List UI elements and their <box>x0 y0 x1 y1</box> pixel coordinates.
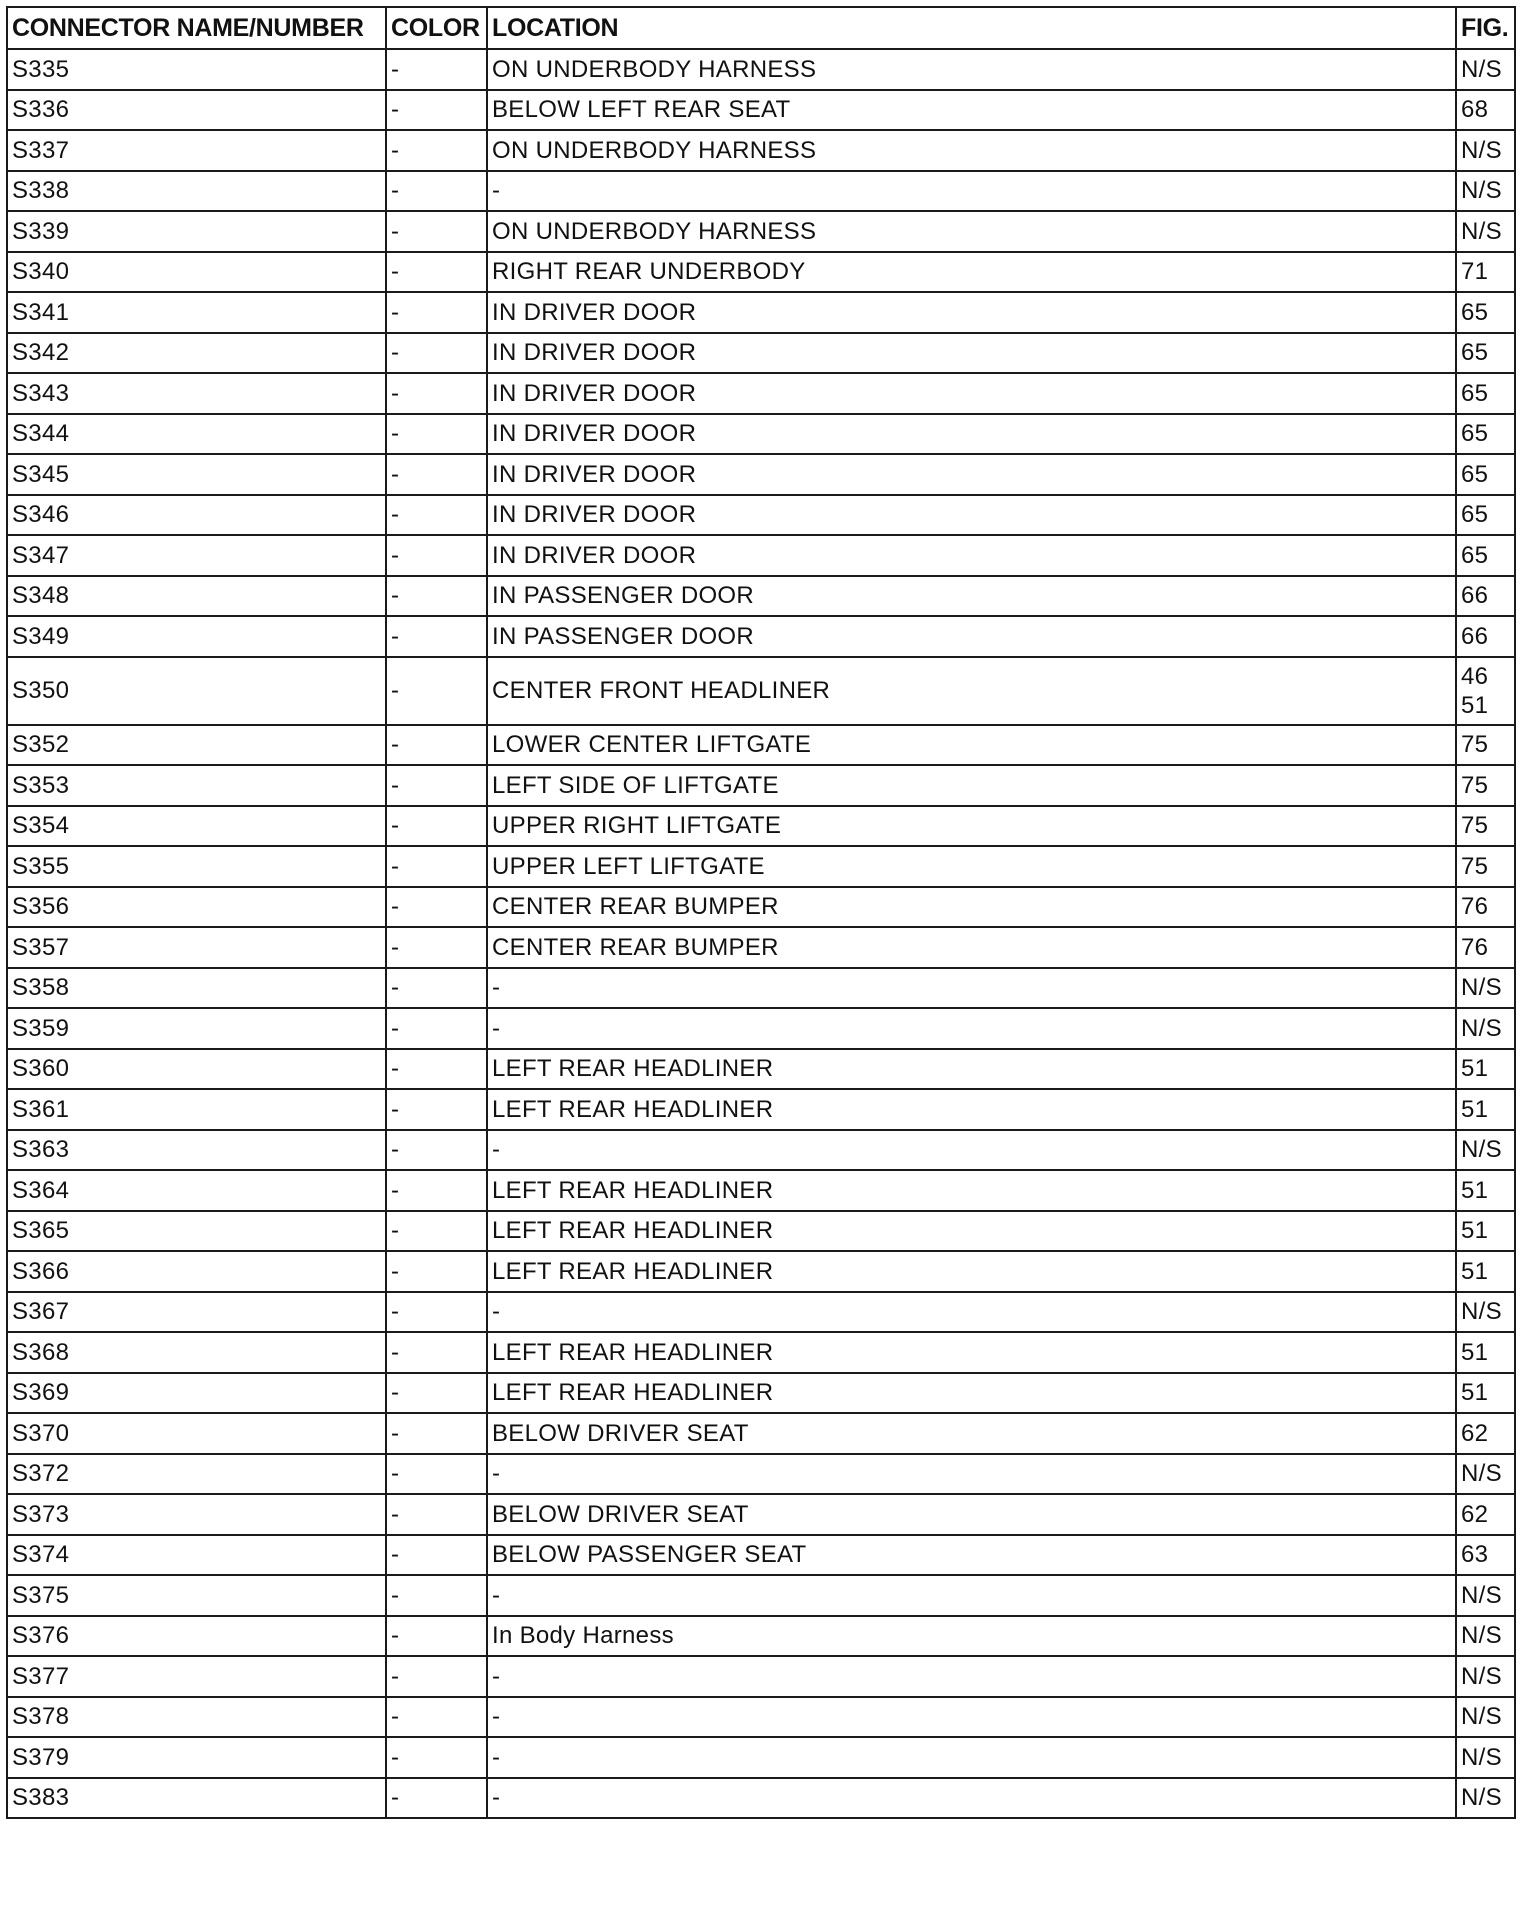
fig-cell: 76 <box>1456 887 1515 928</box>
fig-cell: N/S <box>1456 1778 1515 1819</box>
table-row <box>7 1008 1515 1049</box>
table-row <box>7 1413 1515 1454</box>
fig-cell: 75 <box>1456 765 1515 806</box>
fig-cell: 66 <box>1456 616 1515 657</box>
connector-cell: S336 <box>7 90 386 131</box>
color-cell: - <box>386 1008 487 1049</box>
color-cell: - <box>386 171 487 212</box>
location-cell: LEFT REAR HEADLINER <box>487 1211 1456 1252</box>
table-row <box>7 968 1515 1009</box>
table-row <box>7 1656 1515 1697</box>
color-cell: - <box>386 49 487 90</box>
fig-cell: 51 <box>1456 1170 1515 1211</box>
color-cell: - <box>386 806 487 847</box>
color-cell: - <box>386 292 487 333</box>
connector-cell: S373 <box>7 1494 386 1535</box>
color-cell: - <box>386 576 487 617</box>
color-cell: - <box>386 1332 487 1373</box>
fig-cell: 65 <box>1456 333 1515 374</box>
location-cell: - <box>487 1575 1456 1616</box>
location-cell: BELOW DRIVER SEAT <box>487 1494 1456 1535</box>
table-row <box>7 49 1515 90</box>
color-cell: - <box>386 90 487 131</box>
connector-cell: S379 <box>7 1737 386 1778</box>
color-cell: - <box>386 454 487 495</box>
table-row <box>7 806 1515 847</box>
fig-cell: N/S <box>1456 171 1515 212</box>
location-cell: BELOW LEFT REAR SEAT <box>487 90 1456 131</box>
table-row <box>7 1332 1515 1373</box>
location-cell: - <box>487 968 1456 1009</box>
table-row <box>7 1616 1515 1657</box>
color-cell: - <box>386 1737 487 1778</box>
location-cell: ON UNDERBODY HARNESS <box>487 211 1456 252</box>
color-cell: - <box>386 1535 487 1576</box>
connector-cell: S346 <box>7 495 386 536</box>
connector-cell: S345 <box>7 454 386 495</box>
connector-cell: S357 <box>7 927 386 968</box>
location-cell: LEFT REAR HEADLINER <box>487 1049 1456 1090</box>
fig-cell: N/S <box>1456 968 1515 1009</box>
location-cell: LEFT REAR HEADLINER <box>487 1251 1456 1292</box>
fig-cell: N/S <box>1456 1292 1515 1333</box>
color-cell: - <box>386 1494 487 1535</box>
connector-table-page <box>6 6 1514 1819</box>
table-row <box>7 765 1515 806</box>
fig-cell: 65 <box>1456 292 1515 333</box>
color-cell: - <box>386 1656 487 1697</box>
connector-cell: S358 <box>7 968 386 1009</box>
connector-cell: S372 <box>7 1454 386 1495</box>
connector-cell: S342 <box>7 333 386 374</box>
header-fig: FIG. <box>1456 7 1515 49</box>
header-location: LOCATION <box>487 7 1456 49</box>
fig-cell: N/S <box>1456 130 1515 171</box>
color-cell: - <box>386 616 487 657</box>
table-row <box>7 171 1515 212</box>
fig-cell: 68 <box>1456 90 1515 131</box>
connector-cell: S363 <box>7 1130 386 1171</box>
connector-cell: S337 <box>7 130 386 171</box>
color-cell: - <box>386 211 487 252</box>
table-row <box>7 846 1515 887</box>
color-cell: - <box>386 657 487 725</box>
color-cell: - <box>386 1413 487 1454</box>
location-cell: IN DRIVER DOOR <box>487 373 1456 414</box>
table-row <box>7 1373 1515 1414</box>
location-cell: UPPER LEFT LIFTGATE <box>487 846 1456 887</box>
table-row <box>7 414 1515 455</box>
fig-cell: N/S <box>1456 211 1515 252</box>
connector-cell: S349 <box>7 616 386 657</box>
location-cell: BELOW PASSENGER SEAT <box>487 1535 1456 1576</box>
color-cell: - <box>386 373 487 414</box>
location-cell: - <box>487 1697 1456 1738</box>
connector-cell: S356 <box>7 887 386 928</box>
color-cell: - <box>386 1454 487 1495</box>
table-row <box>7 576 1515 617</box>
color-cell: - <box>386 846 487 887</box>
location-cell: UPPER RIGHT LIFTGATE <box>487 806 1456 847</box>
location-cell: LEFT REAR HEADLINER <box>487 1373 1456 1414</box>
location-cell: IN PASSENGER DOOR <box>487 616 1456 657</box>
table-row <box>7 1089 1515 1130</box>
location-cell: IN DRIVER DOOR <box>487 292 1456 333</box>
location-cell: - <box>487 1130 1456 1171</box>
fig-cell: 51 <box>1456 1373 1515 1414</box>
color-cell: - <box>386 495 487 536</box>
table-row <box>7 1251 1515 1292</box>
table-row <box>7 333 1515 374</box>
fig-cell: 65 <box>1456 535 1515 576</box>
connector-cell: S340 <box>7 252 386 293</box>
table-row <box>7 1575 1515 1616</box>
table-row <box>7 1292 1515 1333</box>
connector-cell: S374 <box>7 1535 386 1576</box>
color-cell: - <box>386 1778 487 1819</box>
color-cell: - <box>386 1089 487 1130</box>
location-cell: IN DRIVER DOOR <box>487 495 1456 536</box>
connector-cell: S369 <box>7 1373 386 1414</box>
color-cell: - <box>386 765 487 806</box>
table-row <box>7 252 1515 293</box>
table-row <box>7 1697 1515 1738</box>
color-cell: - <box>386 1575 487 1616</box>
connector-cell: S350 <box>7 657 386 725</box>
fig-cell: 75 <box>1456 846 1515 887</box>
location-cell: IN DRIVER DOOR <box>487 535 1456 576</box>
color-cell: - <box>386 1292 487 1333</box>
color-cell: - <box>386 1170 487 1211</box>
connector-cell: S359 <box>7 1008 386 1049</box>
fig-cell: 65 <box>1456 454 1515 495</box>
table-row <box>7 454 1515 495</box>
color-cell: - <box>386 414 487 455</box>
color-cell: - <box>386 887 487 928</box>
connector-cell: S341 <box>7 292 386 333</box>
table-row <box>7 1737 1515 1778</box>
table-row <box>7 1211 1515 1252</box>
connector-cell: S375 <box>7 1575 386 1616</box>
connector-cell: S378 <box>7 1697 386 1738</box>
fig-cell: 65 <box>1456 495 1515 536</box>
location-cell: - <box>487 1008 1456 1049</box>
table-row <box>7 657 1515 725</box>
header-color: COLOR <box>386 7 487 49</box>
connector-cell: S354 <box>7 806 386 847</box>
connector-cell: S348 <box>7 576 386 617</box>
fig-cell: N/S <box>1456 1697 1515 1738</box>
table-row <box>7 887 1515 928</box>
color-cell: - <box>386 1616 487 1657</box>
fig-cell: 62 <box>1456 1413 1515 1454</box>
fig-cell: 51 <box>1456 1251 1515 1292</box>
location-cell: CENTER REAR BUMPER <box>487 927 1456 968</box>
color-cell: - <box>386 333 487 374</box>
location-cell: - <box>487 1656 1456 1697</box>
header-connector: CONNECTOR NAME/NUMBER <box>7 7 386 49</box>
location-cell: RIGHT REAR UNDERBODY <box>487 252 1456 293</box>
connector-cell: S343 <box>7 373 386 414</box>
color-cell: - <box>386 1697 487 1738</box>
connector-cell: S376 <box>7 1616 386 1657</box>
fig-cell: 71 <box>1456 252 1515 293</box>
location-cell: - <box>487 1454 1456 1495</box>
fig-cell: 75 <box>1456 725 1515 766</box>
color-cell: - <box>386 252 487 293</box>
location-cell: CENTER FRONT HEADLINER <box>487 657 1456 725</box>
color-cell: - <box>386 1373 487 1414</box>
location-cell: - <box>487 1778 1456 1819</box>
connector-cell: S367 <box>7 1292 386 1333</box>
table-row <box>7 292 1515 333</box>
location-cell: IN PASSENGER DOOR <box>487 576 1456 617</box>
fig-cell: 62 <box>1456 1494 1515 1535</box>
connector-cell: S352 <box>7 725 386 766</box>
connector-cell: S368 <box>7 1332 386 1373</box>
table-row <box>7 1170 1515 1211</box>
fig-cell: 76 <box>1456 927 1515 968</box>
connector-cell: S355 <box>7 846 386 887</box>
color-cell: - <box>386 927 487 968</box>
color-cell: - <box>386 1049 487 1090</box>
table-row <box>7 1130 1515 1171</box>
connector-cell: S365 <box>7 1211 386 1252</box>
location-cell: - <box>487 1292 1456 1333</box>
location-cell: ON UNDERBODY HARNESS <box>487 49 1456 90</box>
location-cell: LEFT REAR HEADLINER <box>487 1332 1456 1373</box>
fig-cell: 51 <box>1456 1332 1515 1373</box>
color-cell: - <box>386 968 487 1009</box>
fig-cell: 51 <box>1456 1089 1515 1130</box>
table-row <box>7 1494 1515 1535</box>
color-cell: - <box>386 1211 487 1252</box>
connector-cell: S370 <box>7 1413 386 1454</box>
location-cell: LEFT SIDE OF LIFTGATE <box>487 765 1456 806</box>
connector-cell: S360 <box>7 1049 386 1090</box>
color-cell: - <box>386 725 487 766</box>
fig-cell: N/S <box>1456 49 1515 90</box>
color-cell: - <box>386 130 487 171</box>
location-cell: BELOW DRIVER SEAT <box>487 1413 1456 1454</box>
location-cell: LEFT REAR HEADLINER <box>487 1170 1456 1211</box>
connector-cell: S339 <box>7 211 386 252</box>
table-row <box>7 1454 1515 1495</box>
table-row <box>7 535 1515 576</box>
connector-cell: S344 <box>7 414 386 455</box>
fig-cell: 63 <box>1456 1535 1515 1576</box>
location-cell: - <box>487 171 1456 212</box>
location-cell: IN DRIVER DOOR <box>487 454 1456 495</box>
connector-cell: S353 <box>7 765 386 806</box>
location-cell: In Body Harness <box>487 1616 1456 1657</box>
connector-cell: S377 <box>7 1656 386 1697</box>
connector-cell: S338 <box>7 171 386 212</box>
table-row <box>7 130 1515 171</box>
connector-cell: S383 <box>7 1778 386 1819</box>
location-cell: LEFT REAR HEADLINER <box>487 1089 1456 1130</box>
fig-cell: 46 51 <box>1456 657 1515 725</box>
location-cell: IN DRIVER DOOR <box>487 414 1456 455</box>
fig-cell: N/S <box>1456 1737 1515 1778</box>
fig-cell: N/S <box>1456 1454 1515 1495</box>
color-cell: - <box>386 1130 487 1171</box>
fig-cell: N/S <box>1456 1656 1515 1697</box>
connector-cell: S366 <box>7 1251 386 1292</box>
fig-cell: N/S <box>1456 1616 1515 1657</box>
fig-cell: N/S <box>1456 1130 1515 1171</box>
table-row <box>7 725 1515 766</box>
table-row <box>7 373 1515 414</box>
table-row <box>7 495 1515 536</box>
fig-cell: N/S <box>1456 1575 1515 1616</box>
table-row <box>7 211 1515 252</box>
location-cell: CENTER REAR BUMPER <box>487 887 1456 928</box>
connector-cell: S347 <box>7 535 386 576</box>
connector-cell: S335 <box>7 49 386 90</box>
table-row <box>7 1049 1515 1090</box>
table-row <box>7 1535 1515 1576</box>
location-cell: ON UNDERBODY HARNESS <box>487 130 1456 171</box>
fig-cell: 65 <box>1456 414 1515 455</box>
location-cell: IN DRIVER DOOR <box>487 333 1456 374</box>
connector-location-table <box>6 6 1516 1819</box>
fig-cell: 65 <box>1456 373 1515 414</box>
fig-cell: 66 <box>1456 576 1515 617</box>
color-cell: - <box>386 1251 487 1292</box>
color-cell: - <box>386 535 487 576</box>
location-cell: - <box>487 1737 1456 1778</box>
fig-cell: N/S <box>1456 1008 1515 1049</box>
header-row <box>7 7 1515 49</box>
table-row <box>7 1778 1515 1819</box>
connector-cell: S361 <box>7 1089 386 1130</box>
fig-cell: 51 <box>1456 1049 1515 1090</box>
fig-cell: 51 <box>1456 1211 1515 1252</box>
table-row <box>7 90 1515 131</box>
connector-cell: S364 <box>7 1170 386 1211</box>
fig-cell: 75 <box>1456 806 1515 847</box>
table-row <box>7 927 1515 968</box>
table-row <box>7 616 1515 657</box>
location-cell: LOWER CENTER LIFTGATE <box>487 725 1456 766</box>
